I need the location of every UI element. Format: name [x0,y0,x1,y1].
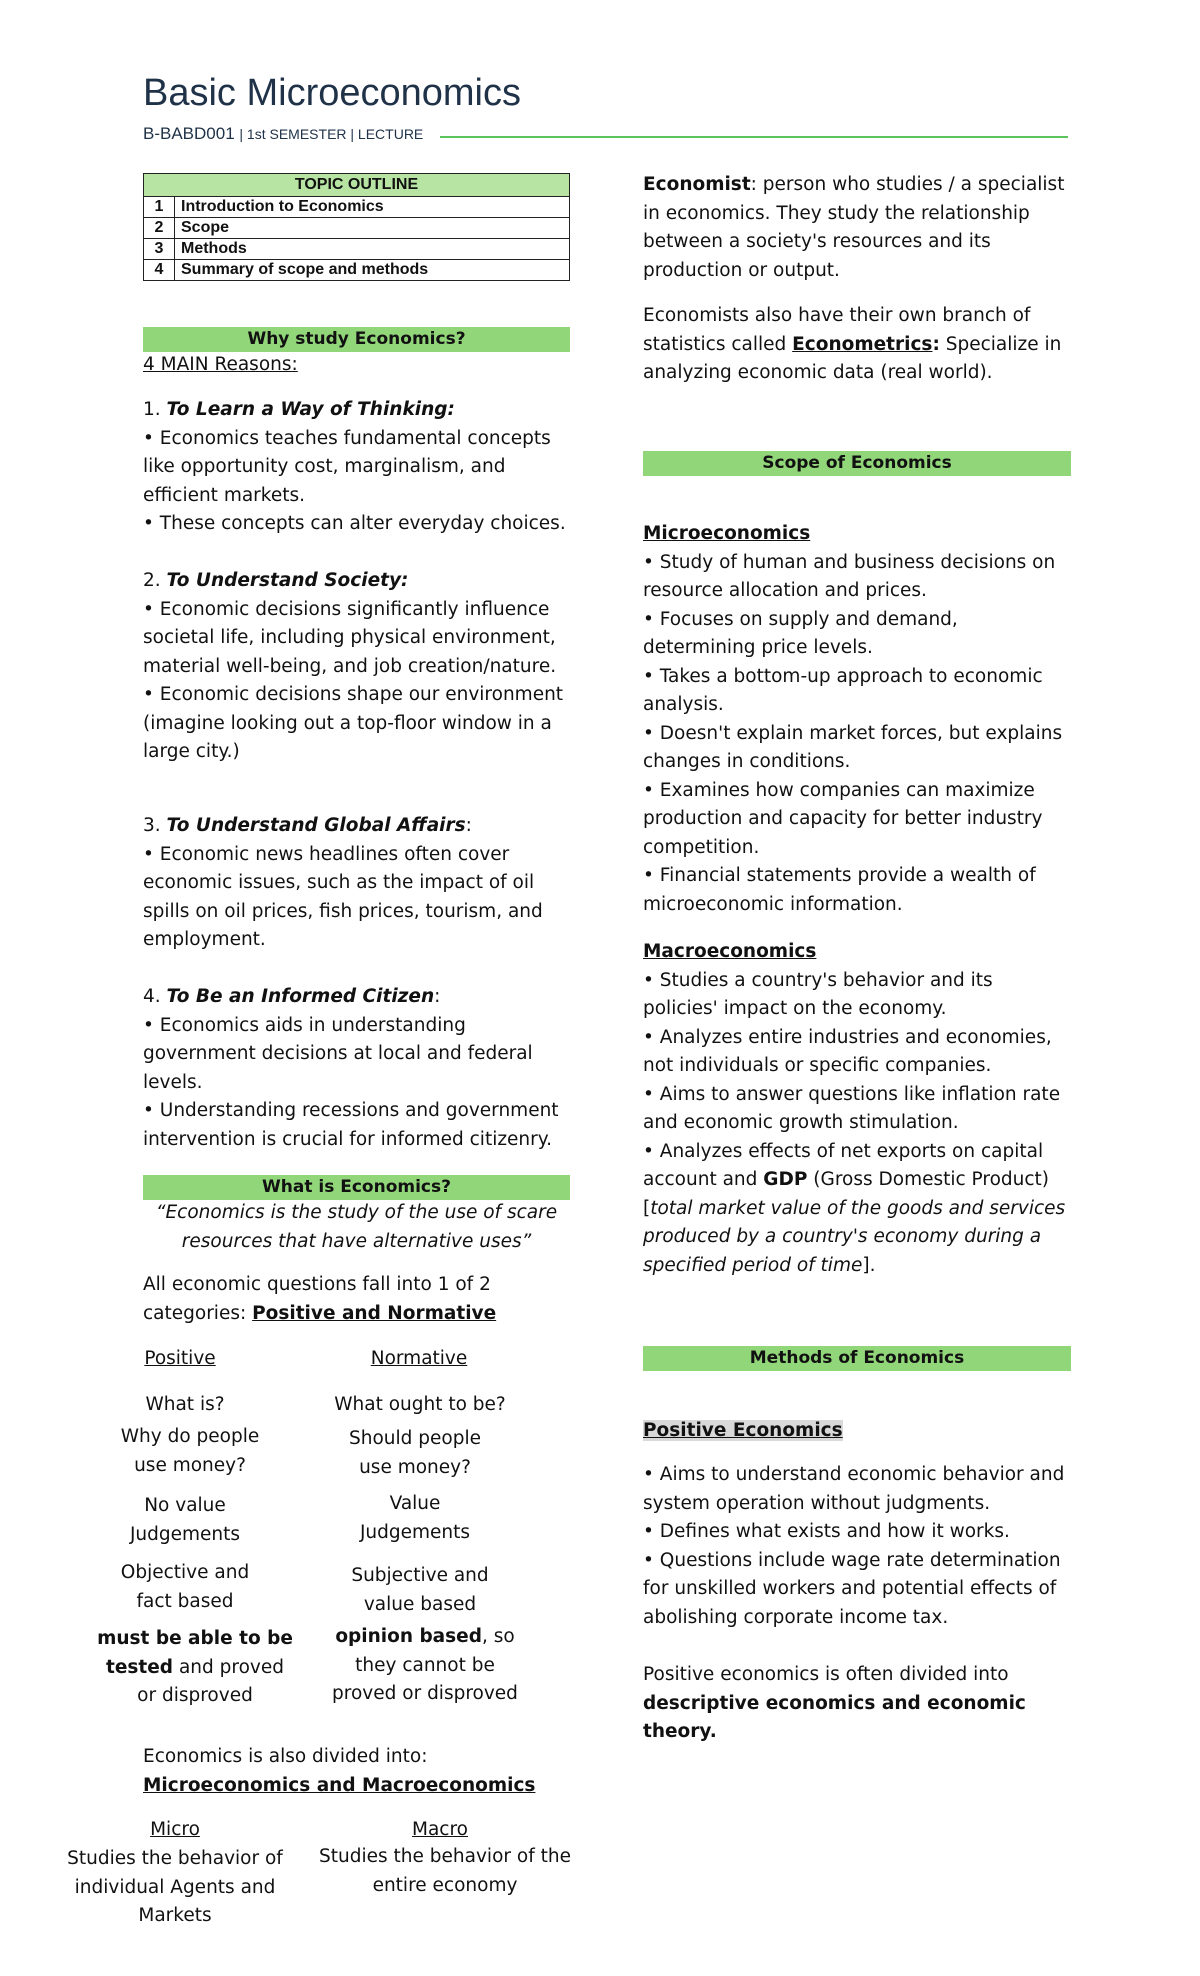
table-row [144,197,570,218]
list-item: • Takes a bottom-up approach to economic analysis. [643,665,1043,715]
methods-heading: Methods of Economics [643,1346,1071,1371]
reason-2-bullet: • Economic decisions significantly influence societal life, including physical environment, material well-being, and job creation/nature. [143,598,557,677]
outline-num: 1 [144,197,175,218]
reason-1-bullet: • These concepts can alter everyday choices. [143,513,566,534]
list-item: • Financial statements provide a wealth of microeconomic information. [643,865,1036,915]
reason-4: 4. To Be an Informed Citizen: • Economics aids in understanding government decisions at local and federal levels. • Understanding recessions and government intervention is crucial for informed citizenry. [143,983,583,1154]
microeconomics-heading: Microeconomics [643,523,811,544]
outline-label: Methods [175,239,570,260]
document-title: Basic Microeconomics [143,72,521,114]
reason-1-bullet: • Economics teaches fundamental concepts like opportunity cost, marginalism, and efficient markets. [143,427,551,506]
list-item: • Focuses on supply and demand, determining price levels. [643,608,958,658]
table-row [144,239,570,260]
positive-cell: must be able to be tested and proved or disproved [97,1628,293,1706]
normative-cell: Subjective and value based [351,1565,489,1615]
list-item: • Defines what exists and how it works. [643,1521,1010,1542]
econometrics-term: Econometrics [792,333,933,355]
outline-num: 4 [144,260,175,281]
positive-cell: What is? [145,1394,225,1415]
outline-label: Introduction to Economics [175,197,570,218]
table-row [144,260,570,281]
positive-economics-heading-wrap [643,1417,843,1446]
reason-4-bullet: • Understanding recessions and government intervention is crucial for informed citizenry. [143,1100,559,1150]
list-item: • Study of human and business decisions on resource allocation and prices. [643,551,1056,601]
economics-definition-quote: “Economics is the study of the use of scare resources that have alternative uses” [155,1202,558,1252]
categories-bold: Positive and Normative [252,1302,497,1324]
topic-outline-heading: TOPIC OUTLINE [144,174,570,197]
why-study-heading: Why study Economics? [143,327,570,352]
positive-cell: Why do people use money? [120,1426,260,1476]
reason-2: 2. To Understand Society: • Economic decisions significantly influence societal life, including physical environment, material well-being, and job creation/nature. • Economic decisions shape our environment (imagine looking out a top-floor window in a large city.) [143,567,583,767]
positive-economics-bullets [643,1461,1073,1632]
positive-cell: No value Judgements [129,1495,241,1545]
list-item: • Aims to answer questions like inflation rate and economic growth stimulation. [643,1083,1061,1133]
reason-4-bullet: • Economics aids in understanding government decisions at local and federal levels. [143,1014,533,1093]
outline-num: 2 [144,218,175,239]
course-subtitle [143,124,423,144]
positive-economics-division: Positive economics is often divided into descriptive economics and economic theory. [643,1664,1026,1742]
microeconomics-section [643,520,1073,919]
positive-column-heading: Positive [144,1348,216,1369]
list-item: • Aims to understand economic behavior and system operation without judgments. [643,1464,1065,1514]
what-is-economics-heading: What is Economics? [143,1175,570,1200]
list-item: • Doesn't explain market forces, but explains changes in conditions. [643,722,1063,772]
reason-4-title: To Be an Informed Citizen [166,986,435,1007]
positive-economics-heading: Positive Economics [643,1420,843,1441]
header-rule [440,136,1068,138]
normative-cell: Should people use money? [349,1428,481,1478]
economist-definition: Economist: person who studies / a specialist in economics. They study the relationship between a society's resources and its production or output. [643,174,1065,281]
micro-heading: Micro [150,1819,200,1840]
normative-cell: Value Judgements [359,1493,471,1543]
topic-outline-table [143,173,570,281]
table-row [144,218,570,239]
list-item: • Studies a country's behavior and its policies' impact on the economy. [643,969,993,1019]
list-item: • Analyzes entire industries and economies, not individuals or specific companies. [643,1026,1052,1076]
reason-2-title: To Understand Society: [166,570,409,591]
micro-macro-bold: Microeconomics and Macroeconomics [143,1774,536,1796]
outline-label: Scope [175,218,570,239]
scope-heading: Scope of Economics [643,451,1071,476]
categories-text: All economic questions fall into 1 of 2 categories: Positive and Normative [143,1274,497,1324]
normative-column-heading: Normative [370,1348,468,1369]
four-reasons-subheading: 4 MAIN Reasons: [143,354,298,375]
micro-macro-division: Economics is also divided into: Microeconomics and Macroeconomics [143,1746,536,1796]
normative-cell: opinion based, so they cannot be proved or disproved [332,1626,518,1704]
list-item: • Questions include wage rate determination for unskilled workers and potential effects of abolishing corporate income tax. [643,1549,1061,1628]
course-meta: | 1st SEMESTER | LECTURE [239,126,424,142]
reason-3-bullet: • Economic news headlines often cover economic issues, such as the impact of oil spills on oil prices, fish prices, tourism, and employment. [143,843,543,950]
macro-description: Studies the behavior of the entire economy [319,1846,571,1896]
outline-label: Summary of scope and methods [175,260,570,281]
positive-cell: Objective and fact based [120,1562,250,1612]
normative-cell: What ought to be? [334,1394,506,1415]
econometrics-definition: Economists also have their own branch of statistics called Econometrics: Specialize in analyzing economic data (real world). [643,305,1062,383]
reason-1-title: To Learn a Way of Thinking: [166,399,455,420]
outline-num: 3 [144,239,175,260]
list-item: • Analyzes effects of net exports on capital account and GDP (Gross Domestic Product) [total market value of the goods and services produced by a country's economy during a specified period of time]. [643,1140,1066,1276]
reason-2-bullet: • Economic decisions shape our environment (imagine looking out a top-floor window in a large city.) [143,684,564,762]
course-code: B-BABD001 [143,124,235,143]
macroeconomics-section [643,938,1073,1280]
reason-3-title: To Understand Global Affairs [166,815,466,836]
reason-3: 3. To Understand Global Affairs: • Economic news headlines often cover economic issues, such as the impact of oil spills on oil prices, fish prices, tourism, and employment. [143,812,583,955]
macroeconomics-heading: Macroeconomics [643,941,817,962]
list-item: • Examines how companies can maximize production and capacity for better industry competition. [643,779,1043,858]
macro-heading: Macro [412,1819,468,1840]
reason-1: 1. To Learn a Way of Thinking: • Economics teaches fundamental concepts like opportunity cost, marginalism, and efficient markets. • These concepts can alter everyday choices. [143,396,583,539]
micro-description: Studies the behavior of individual Agents and Markets [67,1848,283,1926]
